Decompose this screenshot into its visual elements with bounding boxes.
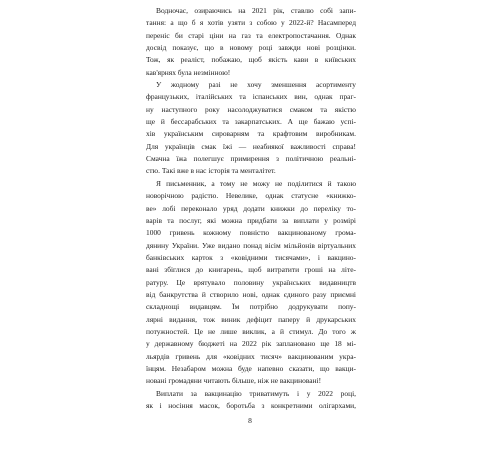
- text-line: кав'ярнях була незмінною!: [146, 67, 231, 77]
- text-line: досвід показує, що в новому році завжди нові розцінки.: [146, 43, 356, 53]
- body-text: [146, 5, 356, 412]
- text-line: 1000 гривень кожному повністю вакцинованому грома-: [146, 228, 356, 238]
- text-line: Виплати за вакцинацію триватимуть і у 2022 році,: [156, 388, 356, 398]
- text-line: їнцям. Незабаром можна буде напевно сказати, що вакци-: [146, 363, 356, 373]
- text-line: французьких, італійських та іспанських вин, однак праг-: [146, 92, 356, 102]
- text-line: ну наступного року насолоджуватися смаком та якістю: [146, 104, 356, 114]
- text-line: варів та послуг, які можна придбати за виплати у розмірі: [146, 215, 356, 225]
- text-line: ратуру. Це врятувало половину українських видавництв: [146, 277, 356, 287]
- text-line: Смачна їжа полегшує примирення з політичною реальні-: [146, 154, 356, 164]
- text-line: переніс би старі ціни на газ та електропостачання. Однак: [146, 30, 356, 40]
- text-line: хів українським сироварням та крафтовим виробникам.: [146, 129, 356, 139]
- text-line: Я письменник, а тому не можу не поділитися й такою: [156, 178, 356, 188]
- text-line: складнощі видавцям. Їм потрібно додрукувати попу-: [146, 302, 356, 312]
- text-line: від банкрутства й створило нові, однак єдиного разу приємні: [146, 289, 356, 299]
- text-line: У жодному разі не хочу зменшення асортименту: [156, 80, 356, 90]
- text-line: Для українців смак їжі — неабиякої важливості справа!: [146, 141, 356, 151]
- text-line: вані збіглися до книгарень, щоб витратити гроші на літе-: [146, 265, 356, 275]
- text-line: ще й бессарабських та закарпатських. А ще бажаю успі-: [146, 117, 356, 127]
- text-line: Водночас, озираючись на 2021 рік, ставлю собі запи-: [156, 6, 356, 15]
- text-line: у державному бюджеті на 2022 рік заплановано ще 18 мі-: [146, 339, 356, 349]
- paragraph-1: [146, 5, 356, 79]
- text-line: потужностей. Це не лише виклик, а й стимул. До того ж: [146, 326, 356, 336]
- text-line: стю. Такі вже в нас історія та менталітет.: [146, 166, 276, 176]
- paragraph-4: [146, 388, 356, 413]
- text-line: банківських карток з «ковідними тисячами», і вакцино-: [146, 252, 356, 262]
- text-line: тання: а що б я хотів узяти з собою у 2022-й? Насамперед: [146, 18, 356, 28]
- text-line: новані громадяни читають більше, ніж не вакциновані!: [146, 376, 322, 386]
- text-line: новорічною радістю. Невелике, однак статусне «книжко-: [146, 191, 356, 201]
- text-line: ве» лобі переконало уряд додати книжки до переліку то-: [146, 203, 356, 213]
- page-number: 8: [248, 416, 252, 425]
- paragraph-3: [146, 178, 356, 388]
- paragraph-2: [146, 79, 356, 178]
- text-line: льярдів гривень для «ковідних тисяч» вакцинованим укра-: [146, 351, 356, 361]
- text-line: лярні видання, тож виник дефіцит паперу й друкарських: [146, 314, 356, 324]
- text-line: як і носіння масок, боротьба з конкретними олігархами,: [146, 401, 356, 410]
- text-line: дянину України. Уже видано понад вісім мільйонів віртуальних: [146, 240, 356, 250]
- text-line: Тож, як реаліст, побажаю, щоб якість кави в київських: [146, 55, 356, 65]
